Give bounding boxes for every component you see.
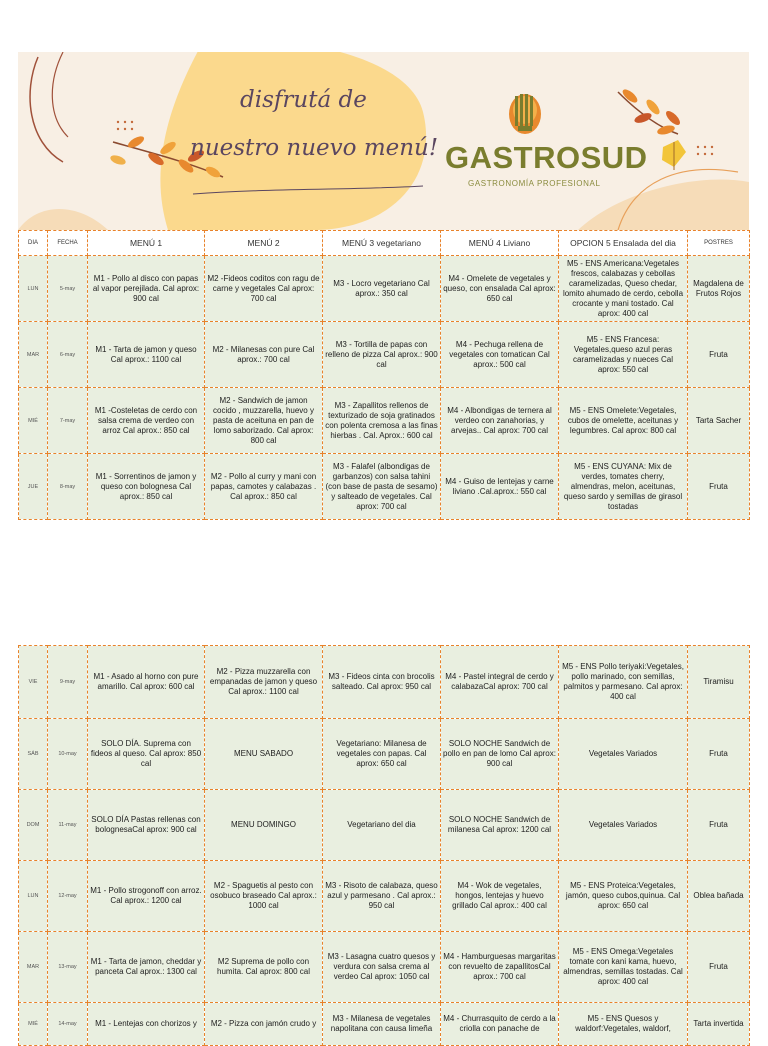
header-menu4: MENÚ 4 Liviano bbox=[441, 231, 559, 256]
menu1-cell: M1 -Costeletas de cerdo con salsa crema de verdeo con arroz Cal aprox.: 850 cal bbox=[88, 388, 205, 454]
menu1-cell: M1 - Pollo strogonoff con arroz. Cal aprox.: 1200 cal bbox=[88, 861, 205, 932]
dessert-cell: Fruta bbox=[688, 790, 750, 861]
dessert-cell: Oblea bañada bbox=[688, 861, 750, 932]
day-cell: LUN bbox=[19, 861, 48, 932]
option5-cell: M5 - ENS Quesos y waldorf:Vegetales, waldorf, bbox=[559, 1003, 688, 1046]
menu3-cell: M3 - Lasagna cuatro quesos y verdura con salsa crema al verdeo Cal aprox: 1050 cal bbox=[323, 932, 441, 1003]
option5-cell: M5 - ENS Francesa: Vegetales,queso azul peras caramelizadas y nueces Cal aprox: 550 cal bbox=[559, 322, 688, 388]
menu2-cell: M2 - Sandwich de jamon cocido , muzzarella, huevo y pasta de aceituna en pan de lomo saborizado. Cal aprox: 800 cal bbox=[205, 388, 323, 454]
header-menu2: MENÚ 2 bbox=[205, 231, 323, 256]
day-cell: LUN bbox=[19, 256, 48, 322]
slogan-line-1: disfrutá de bbox=[240, 87, 367, 113]
dessert-cell: Fruta bbox=[688, 322, 750, 388]
menu4-cell: M4 - Wok de vegetales, hongos, lentejas y huevo grillado Cal aprox.: 400 cal bbox=[441, 861, 559, 932]
header-postres: POSTRES bbox=[688, 231, 750, 256]
fork-icon bbox=[509, 94, 541, 134]
table-row bbox=[19, 719, 750, 790]
menu2-cell: M2 - Pizza con jamón crudo y bbox=[205, 1003, 323, 1046]
menu1-cell: M1 - Tarta de jamon, cheddar y panceta Cal aprox.: 1300 cal bbox=[88, 932, 205, 1003]
table-row bbox=[19, 322, 750, 388]
date-cell: 6-may bbox=[48, 322, 88, 388]
date-cell: 14-may bbox=[48, 1003, 88, 1046]
menu4-cell: SOLO NOCHE Sandwich de milanesa Cal aprox: 1200 cal bbox=[441, 790, 559, 861]
menu3-cell: M3 - Zapallitos rellenos de texturizado de soja gratinados con polenta cremosa a las finas hierbas . Cal. Aprox.: 600 cal bbox=[323, 388, 441, 454]
menu1-cell: SOLO DÍA Pastas rellenas con bolognesaCal aprox: 900 cal bbox=[88, 790, 205, 861]
menu1-cell: SOLO DÍA. Suprema con fideos al queso. Cal aprox: 850 cal bbox=[88, 719, 205, 790]
menu2-cell: M2 - Spaguetis al pesto con osobuco braseado Cal aprox.: 1000 cal bbox=[205, 861, 323, 932]
day-cell: MAR bbox=[19, 322, 48, 388]
menu3-cell: Vegetariano del dia bbox=[323, 790, 441, 861]
menu4-cell: SOLO NOCHE Sandwich de pollo en pan de lomo Cal aprox: 900 cal bbox=[441, 719, 559, 790]
day-cell: MAR bbox=[19, 932, 48, 1003]
sand-hill-right bbox=[578, 179, 749, 230]
table-row bbox=[19, 388, 750, 454]
menu2-cell: M2 - Pollo al curry y mani con papas, camotes y calabazas . Cal aprox.: 850 cal bbox=[205, 454, 323, 520]
menu4-cell: M4 - Hamburguesas margaritas con revuelto de zapallitosCal aprox.: 700 cal bbox=[441, 932, 559, 1003]
dessert-cell: Tarta Sacher bbox=[688, 388, 750, 454]
menu2-cell: MENU SABADO bbox=[205, 719, 323, 790]
option5-cell: Vegetales Variados bbox=[559, 790, 688, 861]
menu4-cell: M4 - Churrasquito de cerdo a la criolla con panache de bbox=[441, 1003, 559, 1046]
brand-tagline: GASTRONOMÍA PROFESIONAL bbox=[468, 179, 601, 188]
day-cell: MIÉ bbox=[19, 1003, 48, 1046]
option5-cell: M5 - ENS Americana:Vegetales frescos, calabazas y cebollas caramelizadas, Queso chedar, lomito ahumado de cerdo, cebolla crocante y mani tostado. Cal aprox: 400 cal bbox=[559, 256, 688, 322]
table-row bbox=[19, 790, 750, 861]
header-fecha: FECHA bbox=[48, 231, 88, 256]
table-row bbox=[19, 861, 750, 932]
dessert-cell: Fruta bbox=[688, 719, 750, 790]
date-cell: 11-may bbox=[48, 790, 88, 861]
date-cell: 12-may bbox=[48, 861, 88, 932]
menu3-cell: M3 - Risoto de calabaza, queso azul y parmesano . Cal aprox.: 950 cal bbox=[323, 861, 441, 932]
menu1-cell: M1 - Lentejas con chorizos y bbox=[88, 1003, 205, 1046]
menu2-cell: M2 -Fideos coditos con ragu de carne y vegetales Cal aprox: 700 cal bbox=[205, 256, 323, 322]
menu2-cell: MENU DOMINGO bbox=[205, 790, 323, 861]
option5-cell: M5 - ENS Omelete:Vegetales, cubos de omelette, aceitunas y legumbres. Cal aprox: 800 cal bbox=[559, 388, 688, 454]
date-cell: 13-may bbox=[48, 932, 88, 1003]
dessert-cell: Fruta bbox=[688, 932, 750, 1003]
menu1-cell: M1 - Asado al horno con pure amarillo. Cal aprox: 600 cal bbox=[88, 646, 205, 719]
option5-cell: M5 - ENS CUYANA: Mix de verdes, tomates cherry, almendras, melon, aceitunas, queso sardo y semillas de girasol tostadas bbox=[559, 454, 688, 520]
menu1-cell: M1 - Pollo al disco con papas al vapor perejilada. Cal aprox: 900 cal bbox=[88, 256, 205, 322]
option5-cell: M5 - ENS Omega:Vegetales tomate con kani kama, huevo, almendras, semillas tostadas. Cal aprox: 400 cal bbox=[559, 932, 688, 1003]
table-row bbox=[19, 932, 750, 1003]
date-cell: 10-may bbox=[48, 719, 88, 790]
option5-cell: M5 - ENS Pollo teriyaki:Vegetales, pollo marinado, con semillas, palmitos y parmesano. Cal aprox: 400 cal bbox=[559, 646, 688, 719]
menu3-cell: M3 - Locro vegetariano Cal aprox.: 350 cal bbox=[323, 256, 441, 322]
table-row bbox=[19, 1003, 750, 1046]
menu4-cell: M4 - Albondigas de ternera al verdeo con zanahorias, y arvejas.. Cal aprox: 700 cal bbox=[441, 388, 559, 454]
arc-line bbox=[52, 52, 68, 137]
dessert-cell: Tiramisu bbox=[688, 646, 750, 719]
option5-cell: Vegetales Variados bbox=[559, 719, 688, 790]
header-dia: DIA bbox=[19, 231, 48, 256]
table-row bbox=[19, 256, 750, 322]
table-header-row bbox=[19, 231, 750, 256]
menu3-cell: M3 - Falafel (albondigas de garbanzos) con salsa tahini (con base de pasta de sesamo) y salteado de vegetales. Cal aprox: 700 cal bbox=[323, 454, 441, 520]
header-menu3: MENÚ 3 vegetariano bbox=[323, 231, 441, 256]
sand-hill-left bbox=[18, 209, 108, 230]
header-option5: OPCION 5 Ensalada del dia bbox=[559, 231, 688, 256]
menu3-cell: M3 - Tortilla de papas con relleno de pizza Cal aprox.: 900 cal bbox=[323, 322, 441, 388]
day-cell: JUE bbox=[19, 454, 48, 520]
date-cell: 9-may bbox=[48, 646, 88, 719]
date-cell: 7-may bbox=[48, 388, 88, 454]
menu3-cell: M3 - Fideos cinta con brocolis salteado. Cal aprox: 950 cal bbox=[323, 646, 441, 719]
day-cell: DOM bbox=[19, 790, 48, 861]
menu1-cell: M1 - Sorrentinos de jamon y queso con bolognesa Cal aprox.: 850 cal bbox=[88, 454, 205, 520]
day-cell: SÁB bbox=[19, 719, 48, 790]
menu-table-week2 bbox=[18, 645, 750, 1046]
menu-table-week1 bbox=[18, 230, 750, 520]
menu2-cell: M2 Suprema de pollo con humita. Cal aprox: 800 cal bbox=[205, 932, 323, 1003]
table-row bbox=[19, 454, 750, 520]
menu4-cell: M4 - Pechuga rellena de vegetales con tomatican Cal aprox.: 500 cal bbox=[441, 322, 559, 388]
menu4-cell: M4 - Pastel integral de cerdo y calabazaCal aprox: 700 cal bbox=[441, 646, 559, 719]
menu1-cell: M1 - Tarta de jamon y queso Cal aprox.: 1100 cal bbox=[88, 322, 205, 388]
header-menu1: MENÚ 1 bbox=[88, 231, 205, 256]
date-cell: 5-may bbox=[48, 256, 88, 322]
menu4-cell: M4 - Omelete de vegetales y queso, con ensalada Cal aprox: 650 cal bbox=[441, 256, 559, 322]
day-cell: MIÉ bbox=[19, 388, 48, 454]
dessert-cell: Fruta bbox=[688, 454, 750, 520]
arc-line bbox=[30, 57, 63, 162]
menu3-cell: Vegetariano: Milanesa de vegetales con papas. Cal aprox: 650 cal bbox=[323, 719, 441, 790]
menu3-cell: M3 - Milanesa de vegetales napolitana con causa limeña bbox=[323, 1003, 441, 1046]
header-banner bbox=[18, 52, 749, 230]
menu4-cell: M4 - Guiso de lentejas y carne liviano .Cal.aprox.: 550 cal bbox=[441, 454, 559, 520]
dessert-cell: Magdalena de Frutos Rojos bbox=[688, 256, 750, 322]
date-cell: 8-may bbox=[48, 454, 88, 520]
dessert-cell: Tarta invertida bbox=[688, 1003, 750, 1046]
day-cell: VIE bbox=[19, 646, 48, 719]
menu2-cell: M2 - Milanesas con pure Cal aprox.: 700 cal bbox=[205, 322, 323, 388]
menu2-cell: M2 - Pizza muzzarella con empanadas de jamon y queso Cal aprox.: 1100 cal bbox=[205, 646, 323, 719]
brand-name: GASTROSUD bbox=[445, 140, 648, 175]
option5-cell: M5 - ENS Proteica:Vegetales, jamón, queso cubos,quinua. Cal aprox: 650 cal bbox=[559, 861, 688, 932]
slogan-line-2: nuestro nuevo menú! bbox=[190, 135, 439, 161]
table-row bbox=[19, 646, 750, 719]
